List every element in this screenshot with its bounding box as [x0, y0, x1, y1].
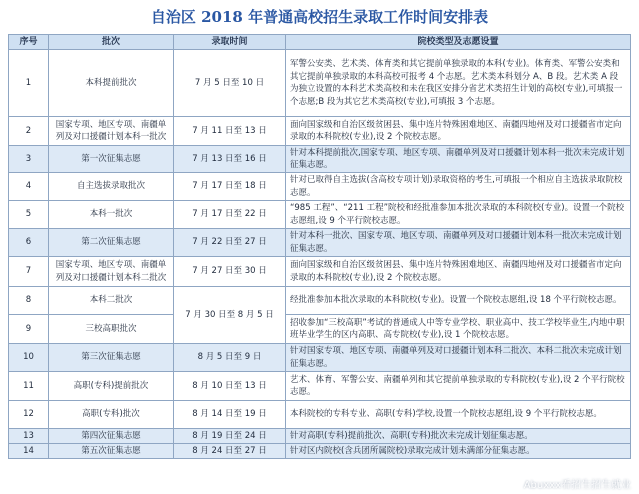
table-row: [9, 315, 631, 344]
row-batch: 国家专项、地区专项、南疆单列及对口援疆计划本科二批次: [49, 257, 174, 287]
row-time: 7 月 17 日至 18 日: [174, 173, 286, 201]
row-time: 7 月 17 日至 22 日: [174, 201, 286, 229]
row-batch: 本科提前批次: [49, 50, 174, 117]
row-no: 9: [9, 315, 49, 344]
row-desc: 针对国家专项、地区专项、南疆单列及对口援疆计划本科二批次、本科二批次未完成计划征集志愿。: [286, 344, 631, 372]
row-batch: 第四次征集志愿: [49, 429, 174, 444]
row-batch: 第一次征集志愿: [49, 146, 174, 173]
row-time: 7 月 11 日至 13 日: [174, 117, 286, 146]
header-time: 录取时间: [174, 35, 286, 50]
row-batch: 本科二批次: [49, 287, 174, 315]
row-time: 8 月 19 日至 24 日: [174, 429, 286, 444]
row-desc: 针对高职(专科)提前批次、高职(专科)批次未完成计划征集志愿。: [286, 429, 631, 444]
row-batch: 第二次征集志愿: [49, 229, 174, 257]
header-batch: 批次: [49, 35, 174, 50]
row-batch: 第三次征集志愿: [49, 344, 174, 372]
row-desc: “985 工程”、“211 工程”院校和经批准参加本批次录取的本科院校(专业)。设置一个院校志愿组,设 9 个平行院校志愿。: [286, 201, 631, 229]
row-time: 7 月 30 日至 8 月 5 日: [174, 287, 286, 344]
row-time: 7 月 22 日至 27 日: [174, 229, 286, 257]
table-row: [9, 444, 631, 459]
row-desc: 本科院校的专科专业、高职(专科)学校,设置一个院校志愿组,设 9 个平行院校志愿。: [286, 401, 631, 429]
table-row: [9, 229, 631, 257]
schedule-table: [8, 34, 631, 459]
row-time: 8 月 24 日至 27 日: [174, 444, 286, 459]
row-no: 1: [9, 50, 49, 117]
row-desc: 针对本科一批次、国家专项、地区专项、南疆单列及对口援疆计划本科一批次未完成计划征集志愿。: [286, 229, 631, 257]
row-desc: 招收参加“三校高职”考试的普通成人中等专业学校、职业高中、技工学校毕业生,内地中职班毕业学生的区内高职、高专院校(专业),设 1 个院校志愿。: [286, 315, 631, 344]
row-batch: 本科一批次: [49, 201, 174, 229]
table-row: [9, 146, 631, 173]
row-no: 5: [9, 201, 49, 229]
row-no: 11: [9, 372, 49, 401]
row-desc: 面向国家级和自治区级贫困县、集中连片特殊困难地区、南疆四地州及对口援疆省市定向录取的本科院校(专业),设 2 个院校志愿。: [286, 257, 631, 287]
row-desc: 艺术、体育、军警公安、南疆单列和其它提前单独录取的专科院校(专业),设 2 个平行院校志愿。: [286, 372, 631, 401]
row-time: 7 月 27 日至 30 日: [174, 257, 286, 287]
row-no: 6: [9, 229, 49, 257]
table-row: [9, 344, 631, 372]
row-no: 7: [9, 257, 49, 287]
row-no: 3: [9, 146, 49, 173]
table-row: [9, 50, 631, 117]
table-row: [9, 372, 631, 401]
table-header-row: [9, 35, 631, 50]
table-row: [9, 173, 631, 201]
table-title: 自治区 2018 年普通高校招生录取工作时间安排表: [150, 8, 489, 26]
row-time: 7 月 5 日至 10 日: [174, 50, 286, 117]
header-desc: 院校类型及志愿设置: [286, 35, 631, 50]
row-time: 7 月 13 日至 16 日: [174, 146, 286, 173]
row-desc: 针对区内院校(含兵团所属院校)录取完成计划未满部分征集志愿。: [286, 444, 631, 459]
table-row: [9, 401, 631, 429]
row-batch: 国家专项、地区专项、南疆单列及对口援疆计划本科一批次: [49, 117, 174, 146]
row-no: 4: [9, 173, 49, 201]
row-no: 8: [9, 287, 49, 315]
row-batch: 三校高职批次: [49, 315, 174, 344]
row-time: 8 月 5 日至 9 日: [174, 344, 286, 372]
row-time: 8 月 14 日至 19 日: [174, 401, 286, 429]
row-desc: 军警公安类、艺术类、体育类和其它提前单独录取的本科(专业)。体育类、军警公安类和其它提前单独录取的本科高校可报考 4 个志愿。艺术类本科划分 A、B 段。艺术类 A 段为独立设置的本科艺术类高校和未在我区安排分省艺术类招生计划的高校(专业),可填报一个志愿;B 段为其它艺术类高校(专业),可填报 3 个志愿。: [286, 50, 631, 117]
row-no: 10: [9, 344, 49, 372]
row-batch: 高职(专科)提前批次: [49, 372, 174, 401]
row-batch: 高职(专科)批次: [49, 401, 174, 429]
table-row: [9, 117, 631, 146]
row-no: 14: [9, 444, 49, 459]
row-no: 13: [9, 429, 49, 444]
table-row: [9, 201, 631, 229]
row-batch: 自主选拔录取批次: [49, 173, 174, 201]
table-row: [9, 257, 631, 287]
row-time: 8 月 10 日至 13 日: [174, 372, 286, 401]
row-no: 2: [9, 117, 49, 146]
row-desc: 面向国家级和自治区级贫困县、集中连片特殊困难地区、南疆四地州及对口援疆省市定向录取的本科院校(专业),设 2 个院校志愿。: [286, 117, 631, 146]
table-row: [9, 287, 631, 315]
row-desc: 经批准参加本批次录取的本科院校(专业)。设置一个院校志愿组,设 18 个平行院校志愿。: [286, 287, 631, 315]
row-batch: 第五次征集志愿: [49, 444, 174, 459]
row-desc: 针对已取得自主选拔(含高校专项计划)录取资格的考生,可填报一个相应自主选拔录取院校志愿。: [286, 173, 631, 201]
watermark: Abuxxx看招生招生就业: [523, 480, 631, 491]
table-row: [9, 429, 631, 444]
row-no: 12: [9, 401, 49, 429]
row-desc: 针对本科提前批次,国家专项、地区专项、南疆单列及对口援疆计划本科一批次未完成计划征集志愿。: [286, 146, 631, 173]
header-no: 序号: [9, 35, 49, 50]
